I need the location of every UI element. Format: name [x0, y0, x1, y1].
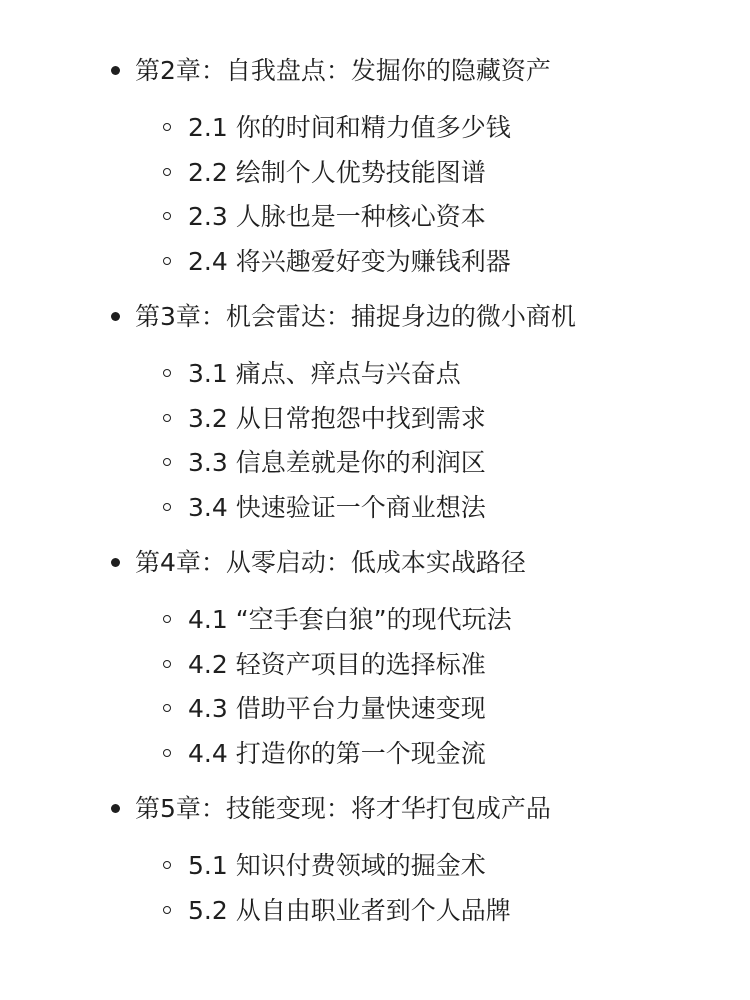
- chapter-2: [0, 46, 750, 284]
- bullet-icon: [111, 558, 120, 567]
- circle-bullet-icon: [163, 704, 171, 712]
- chapter-title: [0, 538, 750, 588]
- bullet-icon: [111, 66, 120, 75]
- chapter-title-text: 第3章：机会雷达：捕捉身边的微小商机: [135, 302, 576, 331]
- list-item: [0, 598, 750, 643]
- chapter-title: [0, 784, 750, 834]
- list-item: [0, 486, 750, 531]
- section-text: 4.4 打造你的第一个现金流: [188, 738, 486, 768]
- chapter-5: [0, 784, 750, 933]
- list-item: [0, 195, 750, 240]
- section-list: [0, 598, 750, 776]
- chapter-title-text: 第2章：自我盘点：发掘你的隐藏资产: [135, 56, 551, 85]
- list-item: [0, 844, 750, 889]
- circle-bullet-icon: [163, 414, 171, 422]
- circle-bullet-icon: [163, 458, 171, 466]
- bullet-icon: [111, 312, 120, 321]
- chapter-title-text: 第4章：从零启动：低成本实战路径: [135, 548, 526, 577]
- section-list: [0, 106, 750, 284]
- chapter-title: [0, 292, 750, 342]
- chapter-title-text: 第5章：技能变现：将才华打包成产品: [135, 794, 551, 823]
- list-item: [0, 732, 750, 777]
- circle-bullet-icon: [163, 861, 171, 869]
- chapter-title: [0, 46, 750, 96]
- circle-bullet-icon: [163, 123, 171, 131]
- section-list: [0, 352, 750, 530]
- section-text: 3.3 信息差就是你的利润区: [188, 448, 486, 477]
- list-item: [0, 106, 750, 151]
- section-text: 2.1 你的时间和精力值多少钱: [188, 113, 511, 142]
- circle-bullet-icon: [163, 660, 171, 668]
- table-of-contents: [0, 46, 750, 933]
- list-item: [0, 441, 750, 486]
- section-text: 5.2 从自由职业者到个人品牌: [188, 895, 511, 925]
- circle-bullet-icon: [163, 503, 171, 511]
- list-item: [0, 240, 750, 285]
- section-text: 2.4 将兴趣爱好变为赚钱利器: [188, 246, 511, 276]
- list-item: [0, 397, 750, 442]
- circle-bullet-icon: [163, 212, 171, 220]
- circle-bullet-icon: [163, 749, 171, 757]
- section-text: 3.1 痛点、痒点与兴奋点: [188, 359, 461, 388]
- section-text: 2.2 绘制个人优势技能图谱: [188, 157, 486, 187]
- circle-bullet-icon: [163, 369, 171, 377]
- chapter-3: [0, 292, 750, 530]
- list-item: [0, 151, 750, 196]
- section-text: 5.1 知识付费领域的掘金术: [188, 851, 486, 880]
- circle-bullet-icon: [163, 257, 171, 265]
- section-text: 4.1 “空手套白狼”的现代玩法: [188, 605, 512, 634]
- section-list: [0, 844, 750, 933]
- chapter-4: [0, 538, 750, 776]
- section-text: 3.4 快速验证一个商业想法: [188, 492, 486, 522]
- section-text: 4.3 借助平台力量快速变现: [188, 694, 486, 723]
- circle-bullet-icon: [163, 615, 171, 623]
- list-item: [0, 352, 750, 397]
- section-text: 2.3 人脉也是一种核心资本: [188, 202, 486, 231]
- section-text: 3.2 从日常抱怨中找到需求: [188, 403, 486, 433]
- bullet-icon: [111, 804, 120, 813]
- circle-bullet-icon: [163, 906, 171, 914]
- circle-bullet-icon: [163, 168, 171, 176]
- section-text: 4.2 轻资产项目的选择标准: [188, 649, 486, 679]
- list-item: [0, 889, 750, 934]
- list-item: [0, 643, 750, 688]
- list-item: [0, 687, 750, 732]
